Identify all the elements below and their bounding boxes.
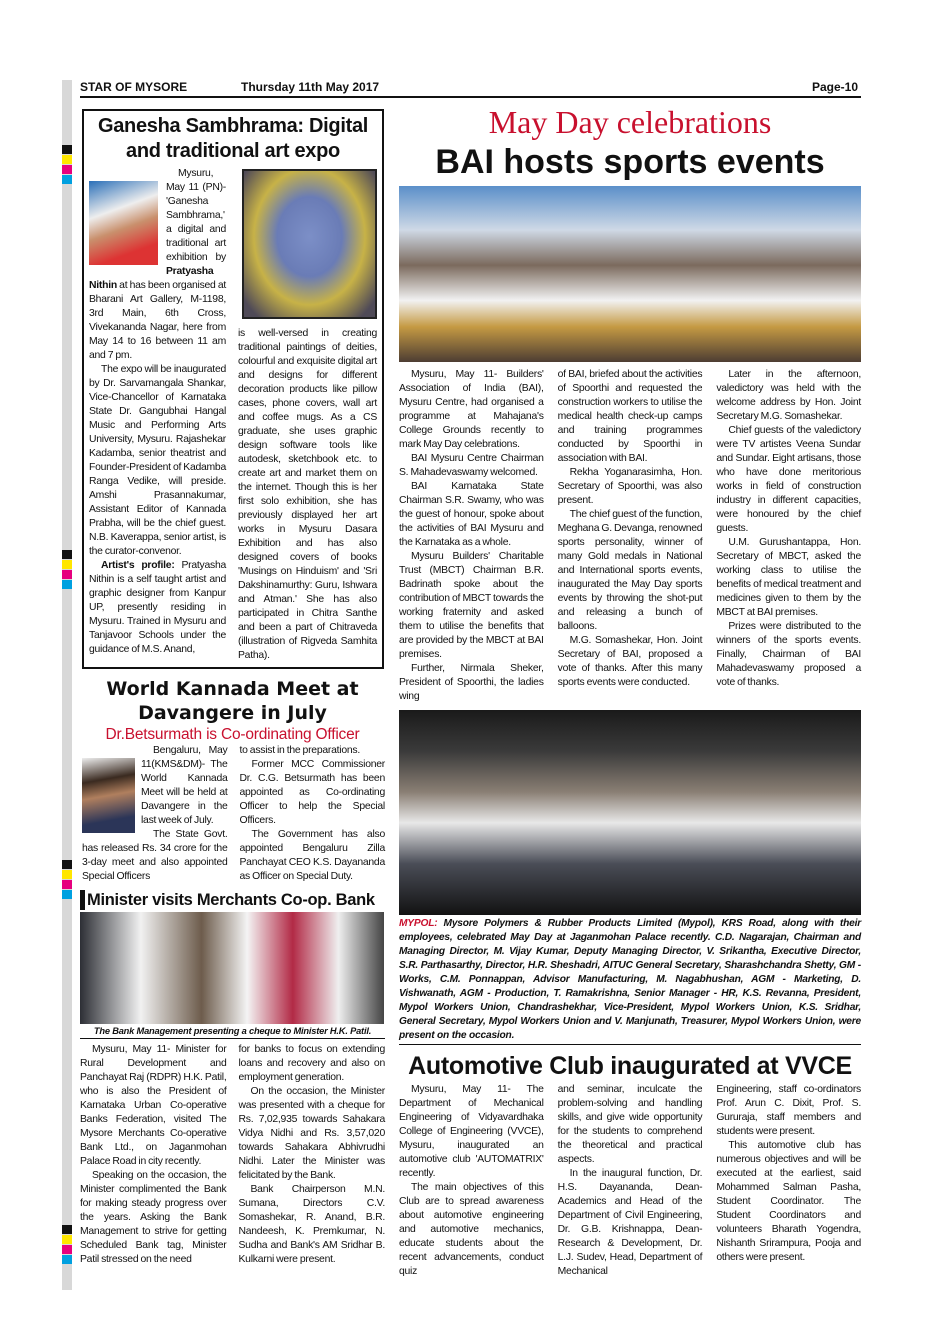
paragraph: Artist's profile: Pratyasha Nithin is a self taught artist and graphic designer from Kanpur UP, presently residing in Mysuru. Trained in Mysuru and Tanjavoor Schools under the guidance of M.S. Anand, bbox=[89, 560, 226, 655]
registration-mark bbox=[62, 165, 72, 174]
paragraph: Further, Nirmala Sheker, President of Spoorthi, the ladies wing bbox=[399, 663, 544, 702]
article-column bbox=[239, 1043, 386, 1267]
page-number: Page-10 bbox=[812, 80, 859, 94]
paragraph: U.M. Gurushantappa, Hon. Secretary of MBCT, asked the working class to utilise the benefits of medical treatment and medicines given to them by the MBCT at BAI premises. bbox=[716, 537, 861, 618]
article-column bbox=[82, 744, 228, 884]
paragraph: for banks to focus on extending loans and recovery and also on employment generation. bbox=[238, 1044, 385, 1083]
paragraph: Mysuru Builders' Charitable Trust (MBCT) Chairman B.R. Badrinath spoke about the contribution of MBCT towards the working fraternity and asked them to utilise the benefits that are provided by the MBCT at BAI premises. bbox=[399, 551, 544, 660]
article-column bbox=[80, 1043, 227, 1267]
left-column bbox=[80, 109, 385, 1267]
registration-mark bbox=[62, 880, 72, 889]
registration-mark bbox=[62, 1225, 72, 1234]
artist-portrait bbox=[89, 181, 158, 265]
registration-mark bbox=[62, 570, 72, 579]
cheque-presentation-photo bbox=[80, 912, 384, 1024]
paragraph: and seminar, inculcate the problem-solving and handling skills, and give wide opportunity for the students to comprehend the theoretical and practical aspects. bbox=[557, 1084, 703, 1165]
paragraph: M.G. Somashekar, Hon. Joint Secretary of BAI, proposed a vote of thanks. After this many sports events were conducted. bbox=[557, 635, 703, 688]
paragraph: The main objectives of this Club are to spread awareness about automotive engineering and automotive mechanics, educate students about the recent advancements, conduct quiz bbox=[399, 1182, 544, 1277]
article-column bbox=[240, 744, 386, 884]
newspaper-name: STAR OF MYSORE bbox=[80, 80, 188, 94]
kicker: May Day celebrations bbox=[488, 104, 772, 140]
article-column bbox=[399, 1083, 544, 1279]
subheadline: Dr.Betsurmath is Co-ordinating Officer bbox=[105, 726, 360, 743]
headline: World Kannada Meet at Davangere in July bbox=[106, 678, 359, 724]
header-rule bbox=[80, 96, 861, 98]
paragraph: Mysuru, May 11 (PN)- 'Ganesha Sambhrama,' a digital and traditional art exhibition by Pratyasha Nithin at has been organised at Bharani Art Gallery, M-1198, 3rd Main, 6th Cross, Vivekananda Nagar, here from May 14 to 16 between 11 am and 7 pm. bbox=[89, 168, 226, 361]
section-marker bbox=[80, 890, 85, 910]
registration-mark bbox=[62, 145, 72, 154]
paragraph: BAI Mysuru Centre Chairman S. Mahadevaswamy welcomed. bbox=[399, 453, 544, 478]
paragraph: This automotive club has numerous objectives and will be executed at the earliest, said Mohammed Salman Pasha, Student Coordinator. The Student Coordinators and volunteers Bharath Yogendra, Nishanth Srirampura, Pooja and others were present. bbox=[716, 1140, 861, 1263]
headline: Ganesha Sambhrama: Digital and traditional art expo bbox=[97, 115, 369, 162]
mypol-lamp-lighting-photo bbox=[399, 710, 861, 915]
bai-honourees-photo bbox=[399, 186, 861, 362]
paragraph: BAI Karnataka State Chairman S.R. Swamy, who was the guest of honour, spoke about the activities of BAI Mysuru and the Karnataka as a whole. bbox=[399, 481, 544, 548]
headline: Minister visits Merchants Co-op. Bank bbox=[87, 891, 375, 909]
paragraph: Bengaluru, May 11(KMS&DM)- The World Kannada Meet will be held at Davangere in the last week of July. bbox=[141, 745, 228, 826]
article-column bbox=[89, 167, 226, 663]
paragraph: Mysuru, May 11- Builders' Association of India (BAI), Mysuru Centre, had organised a programme at Mahajana's College Grounds recently to mark May Day celebrations. bbox=[399, 369, 544, 450]
paragraph: to assist in the preparations. bbox=[239, 745, 360, 756]
paragraph: Speaking on the occasion, the Minister complimented the Bank for making steady progress over the years. Asking the Bank Management to strive for getting Scheduled Bank tag, Minister Patil stressed on the need bbox=[80, 1170, 227, 1265]
article-column bbox=[716, 1083, 861, 1279]
registration-mark bbox=[62, 860, 72, 869]
betsurmath-portrait bbox=[82, 758, 135, 833]
registration-mark bbox=[62, 155, 72, 164]
paragraph: of BAI, briefed about the activities of Spoorthi and requested the construction workers to utilise the medical health check-up camps and training programmes conducted by Spoorthi in association with BAI. bbox=[557, 369, 703, 464]
registration-mark bbox=[62, 1235, 72, 1244]
paragraph: Chief guests of the valedictory were TV artistes Veena Sundar and Sundar. Eight artisans, those who have done meritorious works in field of construction industry in different capacities, were honoured by the chief guests. bbox=[716, 425, 861, 534]
registration-mark bbox=[62, 580, 72, 589]
photo-caption: MYPOL: Mysore Polymers & Rubber Products Limited (Mypol), KRS Road, along with their employees, celebrated May Day at Jaganmohan Palace recently. C.D. Nagarajan, Chairman and Managing Director, M. Vijay Kumar, Deputy Managing Director, V. Srikantha, Executive Director, S.R. Parthasarthy, Director, H.R. Sheshadri, AITUC General Secretary, Sharashchandra Shetty, GM - Works, C.M. Ponnappan, Advisor Manufacturing, M. Nagabhushan, AGM - Marketing, D. Vishwanath, AGM - Production, T. Ramakrishna, Senior Manager - HR, K.S. Revanna, President, Mypol Workers Union, Chandrashekhar, Vice-President, Mypol Workers Union, K.S. Sridhar, General Secretary, Mypol Workers Union and V. Manjunath, Treasurer, Mypol Workers Union, were present on the occasion. bbox=[399, 917, 861, 1045]
paragraph: Engineering, staff co-ordinators Prof. Arun C. Dixit, Prof. S. Gururaja, staff members and students were present. bbox=[716, 1084, 861, 1137]
headline: BAI hosts sports events bbox=[435, 143, 825, 181]
paragraph: Rekha Yoganarasimha, Hon. Secretary of Spoorthi, was also present. bbox=[557, 467, 703, 506]
paragraph: On the occasion, the Minister was presented with a cheque for Rs. 7,02,935 towards Sahakara Vidya Nidhi and Rs. 3,57,020 towards Sahakara Abhivrudhi Nidhi. Later the Minister was felicitated by the Bank. bbox=[238, 1086, 385, 1181]
paragraph: Bank Chairperson M.N. Sumana, Directors C.V. Somashekar, R. Anand, B.R. Nandeesh, K. Premkumar, N. Sudha and Bank's AM Sridhar B. Kulkarni were present. bbox=[238, 1184, 385, 1265]
registration-mark bbox=[62, 1255, 72, 1264]
article-column bbox=[558, 1083, 703, 1279]
paragraph: Mysuru, May 11- The Department of Mechanical Engineering of Vidyavardhaka College of Engineering (VVCE), Mysuru, inaugurated an automotive club 'AUTOMATRIX' recently. bbox=[399, 1084, 544, 1179]
paragraph: Prizes were distributed to the winners of the sports events. Finally, Chairman of BAI Mahadevaswamy proposed a vote of thanks. bbox=[716, 621, 861, 688]
paragraph: Later in the afternoon, valedictory was held with the welcome address by Hon. Joint Secretary M.G. Somashekar. bbox=[716, 369, 861, 422]
registration-mark bbox=[62, 870, 72, 879]
right-column bbox=[399, 104, 861, 1279]
ganesha-article bbox=[82, 109, 384, 669]
paragraph: The Government has also appointed Bengaluru Zilla Panchayat CEO K.S. Dayananda as Officer on Special Duty. bbox=[239, 829, 385, 882]
paragraph: In the inaugural function, Dr. H.S. Dayananda, Dean-Academics and Head of the Department of Civil Engineering, Dr. G.B. Krishnappa, Dean-Research & Development, Dr. L.J. Sudev, Head, Department of Mechanical bbox=[557, 1168, 703, 1277]
registration-mark bbox=[62, 1245, 72, 1254]
article-column bbox=[558, 368, 703, 704]
paragraph: Former MCC Commissioner Dr. C.G. Betsurmath has been appointed as Co-ordinating Officer to help the Special Officers. bbox=[239, 759, 385, 826]
paragraph: is well-versed in creating traditional paintings of deities, colourful and exquisite digital art and designs for different decoration products like pillow cases, phone covers, wall art and coffee mugs. As a CS graduate, she uses graphic design software tools like autodesk, sketchbook etc. to create art and market them on the internet. Though this is her first solo exhibition, she has previously displayed her art works in Mysuru Dasara Exhibition and has also designed covers of books 'Musings on Hinduism' and 'Sri Dakshinamurthy: Guru, Ishwara and Atman.' She has also participated in Chitra Santhe and been a part of Chitraveda (illustration of Rigveda Samhita Patha). bbox=[238, 328, 377, 661]
registration-mark bbox=[62, 175, 72, 184]
issue-date: Thursday 11th May 2017 bbox=[241, 80, 380, 94]
paragraph: The expo will be inaugurated by Dr. Sarvamangala Shankar, Vice-Chancellor of Karnataka State Dr. Gangubhai Hangal Music and Performing Arts University, Mysuru. Rajashekar Kadamba, senior theatrist and Founder-President of Kadamba Ranga Vedike, will preside. Amshi Prasannakumar, Assistant Editor of Kannada Prabha, will be the chief guest. N.B. Kaverappa, senior artist, is the curator-convenor. bbox=[89, 364, 226, 557]
paragraph: The chief guest of the function, Meghana G. Devanga, renowned sports personality, winner of many Gold medals in National and International sports events, inaugurated the May Day sports events by throwing the shot-put and releasing a bunch of balloons. bbox=[557, 509, 703, 632]
article-column bbox=[238, 167, 377, 663]
registration-mark bbox=[62, 890, 72, 899]
print-margin-bar bbox=[62, 80, 72, 1290]
registration-mark bbox=[62, 550, 72, 559]
headline: Automotive Club inaugurated at VVCE bbox=[408, 1052, 852, 1080]
article-column bbox=[399, 368, 544, 704]
paragraph: The State Govt. has released Rs. 34 crore for the 3-day meet and also appointed Special Officers bbox=[82, 829, 228, 882]
paragraph: Mysuru, May 11- Minister for Rural Development and Panchayat Raj (RDPR) H.K. Patil, who is also the President of Karnataka Urban Co-operative Banks Federation, visited The Mysore Merchants Co-operative Bank Ltd., on Jaganmohan Palace Road in city recently. bbox=[80, 1044, 227, 1167]
registration-mark bbox=[62, 560, 72, 569]
article-column bbox=[716, 368, 861, 704]
ganesha-painting bbox=[242, 169, 377, 319]
photo-caption: The Bank Management presenting a cheque to Minister H.K. Patil. bbox=[80, 1024, 385, 1039]
